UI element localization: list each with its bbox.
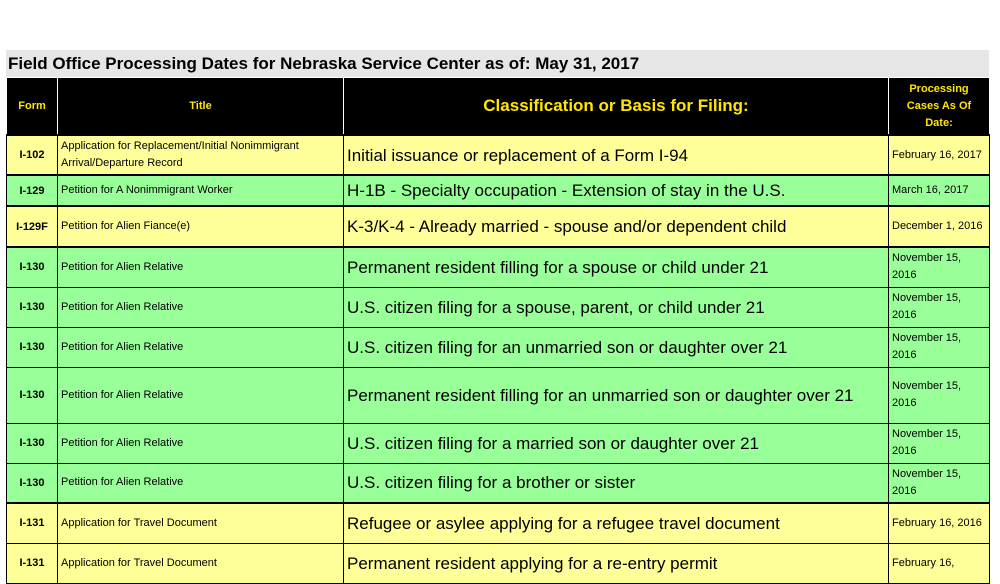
table-header-row: [7, 78, 990, 136]
document-page: [6, 50, 989, 584]
cell-classification: U.S. citizen filing for an unmarried son or daughter over 21: [344, 327, 889, 367]
cell-date: December 1, 2016: [889, 206, 990, 247]
table-row: [7, 327, 990, 367]
cell-title: Petition for Alien Relative: [58, 423, 344, 463]
cell-title: Petition for Alien Relative: [58, 287, 344, 327]
cell-form: I-130: [7, 367, 58, 423]
table-row: [7, 135, 990, 175]
processing-dates-table: [6, 77, 990, 584]
cell-classification: Permanent resident filling for an unmarried son or daughter over 21: [344, 367, 889, 423]
cell-classification: U.S. citizen filing for a brother or sister: [344, 463, 889, 503]
table-row: [7, 367, 990, 423]
table-row: [7, 206, 990, 247]
cell-form: I-130: [7, 327, 58, 367]
header-form: Form: [7, 78, 58, 136]
cell-form: I-130: [7, 247, 58, 287]
table-row: [7, 287, 990, 327]
cell-form: I-130: [7, 463, 58, 503]
table-row: [7, 247, 990, 287]
table-row: [7, 423, 990, 463]
cell-date: February 16, 2016: [889, 503, 990, 543]
cell-form: I-131: [7, 543, 58, 583]
cell-date: February 16, 2017: [889, 135, 990, 175]
cell-classification: U.S. citizen filing for a spouse, parent, or child under 21: [344, 287, 889, 327]
cell-classification: Refugee or asylee applying for a refugee travel document: [344, 503, 889, 543]
table-row: [7, 543, 990, 583]
table-row: [7, 503, 990, 543]
cell-date: November 15, 2016: [889, 367, 990, 423]
cell-title: Petition for Alien Relative: [58, 247, 344, 287]
document-title: Field Office Processing Dates for Nebraska Service Center as of: May 31, 2017: [6, 50, 989, 77]
cell-classification: Permanent resident filling for a spouse or child under 21: [344, 247, 889, 287]
cell-title: Petition for A Nonimmigrant Worker: [58, 175, 344, 206]
cell-classification: Initial issuance or replacement of a Form I-94: [344, 135, 889, 175]
table-row: [7, 463, 990, 503]
cell-title: Petition for Alien Relative: [58, 327, 344, 367]
cell-date: November 15, 2016: [889, 423, 990, 463]
cell-form: I-129F: [7, 206, 58, 247]
header-classification: Classification or Basis for Filing:: [344, 78, 889, 136]
cell-title: Application for Travel Document: [58, 543, 344, 583]
cell-classification: H-1B - Specialty occupation - Extension of stay in the U.S.: [344, 175, 889, 206]
cell-title: Petition for Alien Fiance(e): [58, 206, 344, 247]
cell-form: I-130: [7, 423, 58, 463]
header-processing-date: Processing Cases As Of Date:: [889, 78, 990, 136]
cell-classification: U.S. citizen filing for a married son or daughter over 21: [344, 423, 889, 463]
cell-classification: K-3/K-4 - Already married - spouse and/or dependent child: [344, 206, 889, 247]
cell-date: November 15, 2016: [889, 463, 990, 503]
cell-form: I-102: [7, 135, 58, 175]
table-row: [7, 175, 990, 206]
cell-classification: Permanent resident applying for a re-entry permit: [344, 543, 889, 583]
header-title: Title: [58, 78, 344, 136]
cell-title: Petition for Alien Relative: [58, 463, 344, 503]
cell-date: November 15, 2016: [889, 327, 990, 367]
cell-date: February 16,: [889, 543, 990, 583]
cell-form: I-130: [7, 287, 58, 327]
cell-title: Application for Replacement/Initial Nonimmigrant Arrival/Departure Record: [58, 135, 344, 175]
cell-title: Application for Travel Document: [58, 503, 344, 543]
cell-date: March 16, 2017: [889, 175, 990, 206]
cell-form: I-131: [7, 503, 58, 543]
cell-date: November 15, 2016: [889, 287, 990, 327]
cell-date: November 15, 2016: [889, 247, 990, 287]
cell-form: I-129: [7, 175, 58, 206]
cell-title: Petition for Alien Relative: [58, 367, 344, 423]
